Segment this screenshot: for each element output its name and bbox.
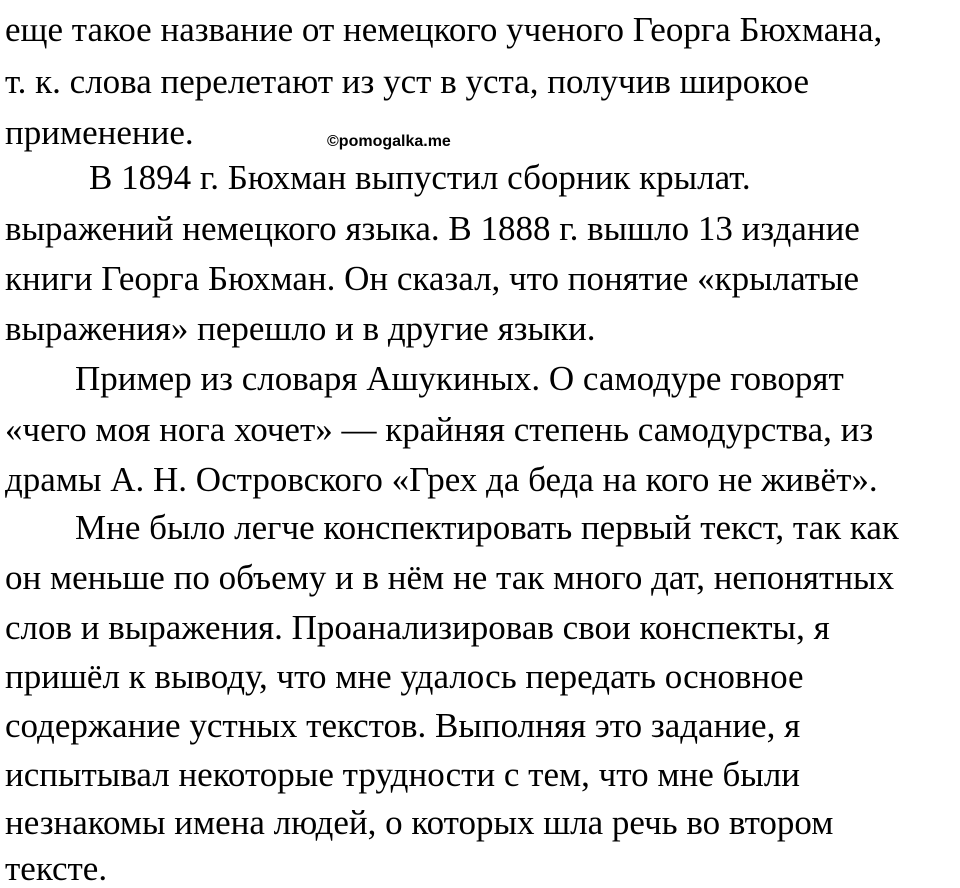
text-line: «чего моя нога хочет» — крайняя степень самодурства, из (5, 410, 874, 449)
paragraph-first-line: В 1894 г. Бюхман выпустил сборник крылат. (89, 158, 751, 197)
text-line: книги Георга Бюхман. Он сказал, что понятие «крылатые (5, 259, 860, 298)
text-line: драмы А. Н. Островского «Грех да беда на кого не живёт». (5, 460, 878, 499)
watermark: ©pomogalka.me (327, 133, 451, 150)
text-line: содержание устных текстов. Выполняя это задание, я (5, 706, 801, 745)
text-line: пришёл к выводу, что мне удалось передать основное (5, 657, 804, 696)
text-line: тексте. (5, 849, 108, 888)
text-line: выражения» перешло и в другие языки. (5, 309, 596, 348)
text-line: еще такое название от немецкого ученого Георга Бюхмана, (5, 10, 883, 49)
paragraph-first-line: Пример из словаря Ашукиных. О самодуре говорят (75, 359, 844, 398)
text-line: т. к. слова перелетают из уст в уста, получив широкое (5, 62, 809, 101)
text-line: испытывал некоторые трудности с тем, что мне были (5, 755, 801, 794)
text-line: слов и выражения. Проанализировав свои конспекты, я (5, 608, 830, 647)
paragraph-first-line: Мне было легче конспектировать первый текст, так как (75, 508, 899, 547)
text-line: применение. (5, 113, 194, 152)
text-line: он меньше по объему и в нём не так много дат, непонятных (5, 558, 895, 597)
text-line: выражений немецкого языка. В 1888 г. вышло 13 издание (5, 209, 860, 248)
text-line: незнакомы имена людей, о которых шла речь во втором (5, 803, 834, 842)
